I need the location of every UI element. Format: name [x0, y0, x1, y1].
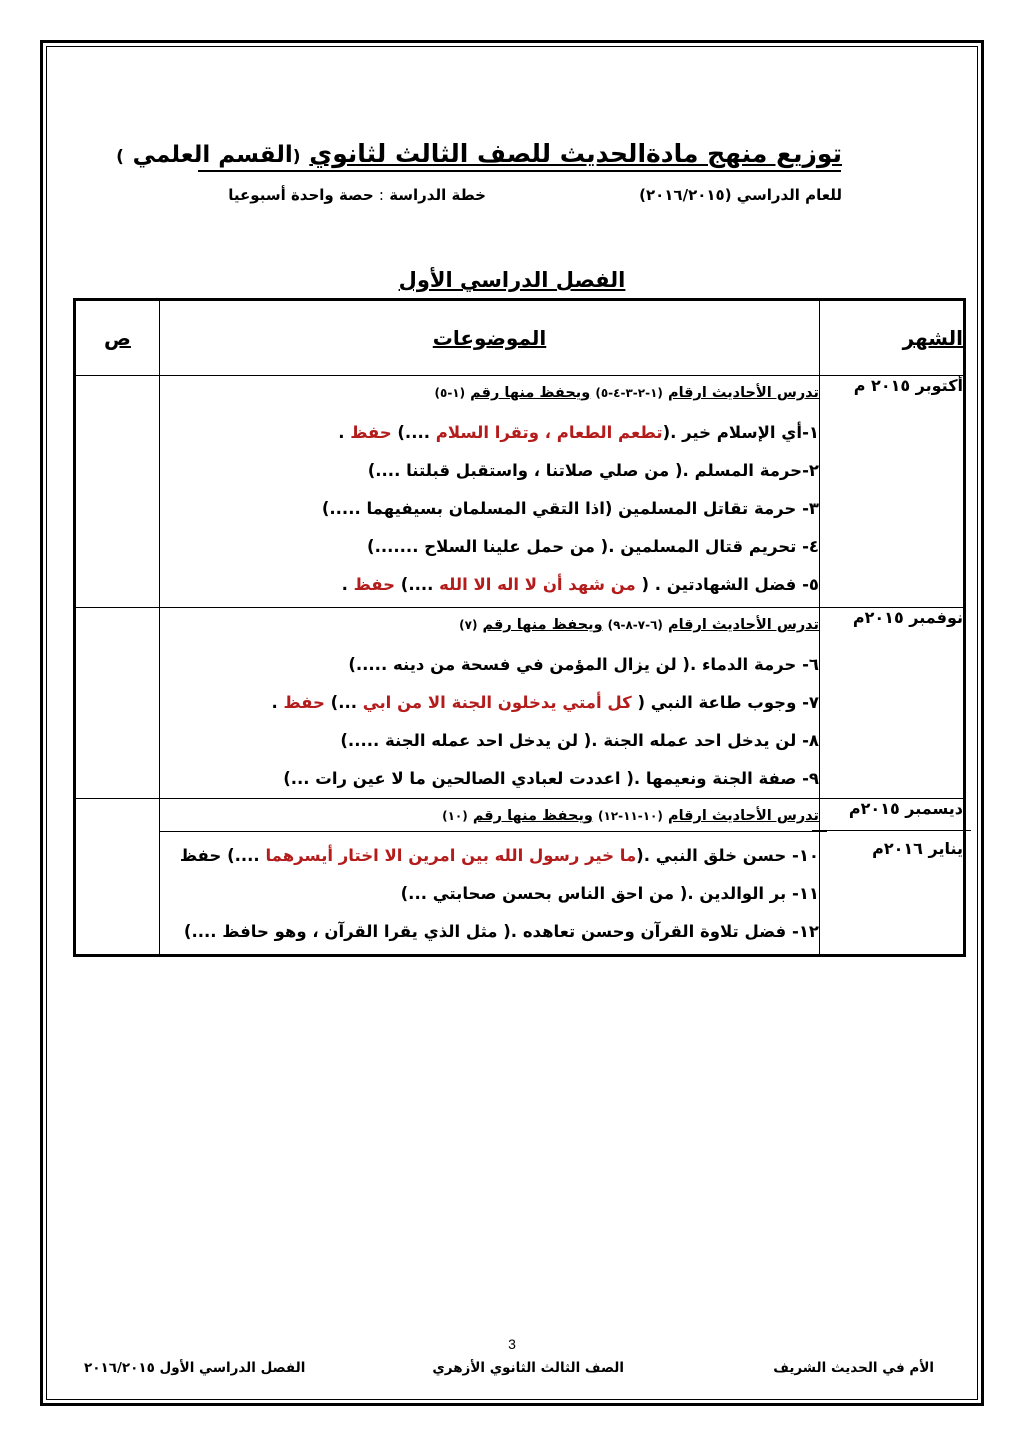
footer-center: الصف الثالث الثانوي الأزهري: [432, 1360, 624, 1376]
title-close-paren: ): [116, 147, 124, 167]
heading-numbers: (١٠-١١-١٢): [597, 809, 663, 823]
header-page: ص: [75, 300, 160, 376]
month-cell: [820, 376, 965, 608]
study-plan: [228, 186, 486, 204]
row-heading: [160, 799, 819, 831]
title-underline: [198, 170, 841, 172]
academic-year: للعام الدراسي (٢٠١٦/٢٠١٥): [639, 186, 842, 204]
list-item: ٦- حرمة الدماء .( لن يزال المؤمن في فسحة من دينه .....): [348, 655, 819, 674]
heading-memorize-numbers: (٧): [459, 618, 478, 632]
curriculum-table: [73, 298, 966, 957]
list-item: ٣- حرمة تقاتل المسلمين (اذا التقي المسلمان بسيفيهما .....): [321, 499, 819, 518]
topics-cell: [160, 376, 820, 608]
list-item: ٢-حرمة المسلم .( من صلي صلاتنا ، واستقبل قبلتنا ....): [367, 461, 819, 480]
study-plan-separator: :: [378, 186, 384, 204]
list-item: ٨- لن يدخل احد عمله الجنة .( لن يدخل احد عمله الجنة .....): [340, 731, 819, 750]
topics-cell: [160, 608, 820, 799]
table-row: [75, 608, 965, 799]
topics-cell: [160, 799, 820, 956]
header-topics: الموضوعات: [160, 300, 820, 376]
heading-memorize: ويحفظ منها رقم: [470, 385, 591, 401]
page-cell: [75, 799, 160, 956]
semester-title: [0, 268, 1024, 292]
row-heading: [160, 608, 819, 640]
month-label: نوفمبر ٢٠١٥م: [852, 608, 963, 627]
title-open-paren: (: [292, 147, 301, 167]
table-row: [75, 799, 965, 956]
month-cell: [820, 799, 965, 956]
page-number: 3: [508, 1336, 516, 1352]
heading-memorize: ويحفظ منها رقم: [472, 808, 593, 824]
page-cell: [75, 376, 160, 608]
table-row: [75, 376, 965, 608]
list-item: ١-أي الإسلام خير .(تطعم الطعام ، وتقرا السلام ....) حفظ .: [338, 423, 819, 442]
month-label: ديسمبر ٢٠١٥م: [848, 799, 963, 818]
study-plan-label: خطة الدراسة: [389, 186, 486, 204]
list-item: ١٠- حسن خلق النبي .(ما خير رسول الله بين امرين الا اختار أيسرهما ....) حفظ: [179, 846, 819, 865]
month-cell: [820, 608, 965, 799]
heading-memorize: ويحفظ منها رقم: [482, 617, 603, 633]
list-item: ١٢- فضل تلاوة القرآن وحسن تعاهده .( مثل الذي يقرا القرآن ، وهو حافظ ....): [183, 922, 819, 941]
heading-main: تدرس الأحاديث ارقام: [667, 808, 819, 824]
page-cell: [75, 608, 160, 799]
document-title: [116, 138, 842, 173]
semester-title-text: الفصل الدراسي الأول: [398, 268, 626, 292]
heading-main: تدرس الأحاديث ارقام: [667, 385, 819, 401]
title-main: توزيع منهج مادةالحديث للصف الثالث لثانوي: [309, 139, 842, 168]
header-month: الشهر: [820, 300, 965, 376]
row-heading: [160, 376, 819, 408]
list-item: ٥- فضل الشهادتين . ( من شهد أن لا اله الا الله ....) حفظ .: [341, 575, 819, 594]
heading-memorize-numbers: (١٠): [442, 809, 468, 823]
month-label: أكتوبر ٢٠١٥ م: [853, 376, 963, 395]
heading-numbers: (٦-٧-٨-٩): [607, 618, 663, 632]
heading-memorize-numbers: (١-٥): [434, 386, 466, 400]
table-header-row: [75, 300, 965, 376]
month-label-2: يناير ٢٠١٦م: [812, 830, 971, 858]
footer-left: الفصل الدراسي الأول ٢٠١٦/٢٠١٥: [84, 1360, 306, 1376]
study-plan-value: حصة واحدة أسبوعيا: [228, 186, 374, 204]
heading-main: تدرس الأحاديث ارقام: [667, 617, 819, 633]
list-item: ١١- بر الوالدين .( من احق الناس بحسن صحابتي ...): [400, 884, 819, 903]
list-item: ٩- صفة الجنة ونعيمها .( اعددت لعبادي الصالحين ما لا عين رات ...): [283, 769, 819, 788]
list-item: ٧- وجوب طاعة النبي ( كل أمتي يدخلون الجنة الا من ابي ...) حفظ .: [271, 693, 819, 712]
footer-right: الأم في الحديث الشريف: [773, 1360, 934, 1376]
heading-numbers: (١-٢-٣-٤-٥): [595, 386, 663, 400]
list-item: ٤- تحريم قتال المسلمين .( من حمل علينا السلاح .......): [367, 537, 819, 556]
title-section: القسم العلمي: [132, 142, 293, 168]
